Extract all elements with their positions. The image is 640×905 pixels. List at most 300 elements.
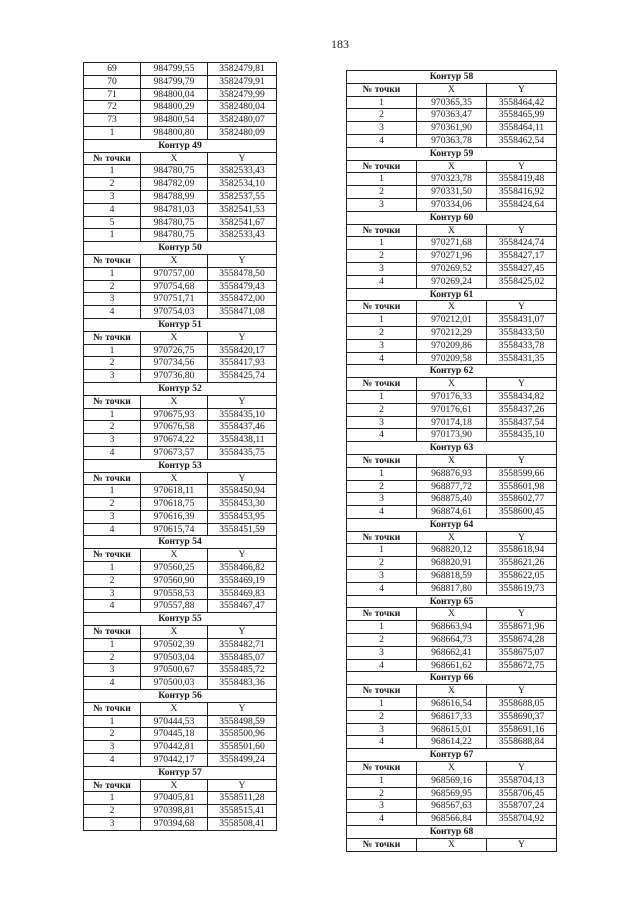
contour-title: Контур 59 (347, 147, 557, 160)
x-coordinate-cell: 970618,11 (141, 485, 208, 498)
x-coordinate-cell: 968875,40 (417, 493, 487, 506)
point-number-cell: 2 (347, 787, 417, 800)
point-number-header: № точки (347, 838, 417, 851)
point-number-cell: 2 (84, 651, 141, 664)
table-row (347, 570, 557, 583)
x-coordinate-cell: 984780,75 (141, 165, 208, 178)
contour-title-row (347, 826, 557, 839)
x-coordinate-cell: 970173,90 (417, 429, 487, 442)
point-number-cell: 4 (84, 523, 141, 536)
point-number-header: № точки (347, 224, 417, 237)
contour-title-row (84, 382, 277, 395)
contour-title: Контур 62 (347, 365, 557, 378)
y-coordinate-cell: 3558485,72 (208, 664, 277, 677)
point-number-cell: 2 (347, 557, 417, 570)
table-row (84, 203, 277, 216)
table-row (347, 173, 557, 186)
table-row (84, 562, 277, 575)
point-number-cell: 1 (347, 467, 417, 480)
x-coordinate-cell: 968876,93 (417, 467, 487, 480)
contour-title-row (347, 211, 557, 224)
point-number-header: № точки (347, 685, 417, 698)
column-header-row (84, 549, 277, 562)
contour-title: Контур 64 (347, 518, 557, 531)
point-number-cell: 1 (347, 621, 417, 634)
x-coordinate-cell: 984780,75 (141, 229, 208, 242)
table-row (347, 134, 557, 147)
x-coordinate-cell: 970557,88 (141, 600, 208, 613)
x-coordinate-cell: 970502,39 (141, 638, 208, 651)
point-number-cell: 4 (347, 813, 417, 826)
point-number-cell: 69 (84, 63, 141, 76)
contour-title-row (347, 518, 557, 531)
point-number-cell: 3 (347, 198, 417, 211)
point-number-cell: 3 (347, 493, 417, 506)
x-header: X (141, 549, 208, 562)
table-row (84, 370, 277, 383)
y-coordinate-cell: 3558424,74 (487, 237, 557, 250)
y-coordinate-cell: 3558419,48 (487, 173, 557, 186)
table-row (347, 390, 557, 403)
point-number-header: № точки (347, 378, 417, 391)
point-number-cell: 3 (84, 510, 141, 523)
y-coordinate-cell: 3558671,96 (487, 621, 557, 634)
y-header: Y (208, 549, 277, 562)
y-coordinate-cell: 3558453,30 (208, 498, 277, 511)
table-row (84, 741, 277, 754)
x-header: X (141, 702, 208, 715)
table-row (347, 557, 557, 570)
x-header: X (417, 531, 487, 544)
column-header-row (347, 454, 557, 467)
x-coordinate-cell: 970334,06 (417, 198, 487, 211)
page-number: 183 (331, 37, 349, 51)
point-number-cell: 2 (84, 574, 141, 587)
column-header-row (347, 83, 557, 96)
point-number-header: № точки (347, 454, 417, 467)
contour-title-row (347, 288, 557, 301)
y-coordinate-cell: 3558437,54 (487, 416, 557, 429)
x-coordinate-cell: 968817,80 (417, 582, 487, 595)
y-coordinate-cell: 3582480,07 (208, 114, 277, 127)
contour-title-row (84, 613, 277, 626)
x-coordinate-cell: 968664,73 (417, 634, 487, 647)
x-coordinate-cell: 968818,59 (417, 570, 487, 583)
column-header-row (347, 608, 557, 621)
x-header: X (141, 152, 208, 165)
point-number-cell: 4 (347, 429, 417, 442)
table-row (84, 754, 277, 767)
x-coordinate-cell: 970331,50 (417, 186, 487, 199)
y-coordinate-cell: 3558499,24 (208, 754, 277, 767)
x-header: X (417, 838, 487, 851)
y-coordinate-cell: 3558706,45 (487, 787, 557, 800)
y-header: Y (208, 152, 277, 165)
y-coordinate-cell: 3558425,02 (487, 275, 557, 288)
x-coordinate-cell: 968662,41 (417, 646, 487, 659)
x-header: X (141, 395, 208, 408)
table-row (347, 429, 557, 442)
table-row (84, 600, 277, 613)
point-number-cell: 4 (347, 582, 417, 595)
y-header: Y (208, 254, 277, 267)
x-coordinate-cell: 968569,16 (417, 774, 487, 787)
contour-title-row (347, 749, 557, 762)
y-header: Y (208, 331, 277, 344)
point-number-cell: 2 (347, 710, 417, 723)
point-number-cell: 3 (84, 664, 141, 677)
point-number-header: № точки (347, 160, 417, 173)
point-number-cell: 3 (347, 262, 417, 275)
point-number-cell: 4 (347, 736, 417, 749)
point-number-cell: 2 (347, 186, 417, 199)
point-number-cell: 2 (347, 403, 417, 416)
table-row (347, 774, 557, 787)
table-row (347, 262, 557, 275)
point-number-cell: 1 (84, 344, 141, 357)
x-coordinate-cell: 970365,35 (417, 96, 487, 109)
table-row (84, 485, 277, 498)
contour-title-row (84, 242, 277, 255)
y-coordinate-cell: 3582480,04 (208, 101, 277, 114)
contour-title: Контур 67 (347, 749, 557, 762)
point-number-cell: 1 (84, 485, 141, 498)
table-row (347, 813, 557, 826)
x-coordinate-cell: 970398,81 (141, 805, 208, 818)
table-row (347, 416, 557, 429)
contour-title: Контур 49 (84, 139, 277, 152)
point-number-header: № точки (84, 702, 141, 715)
table-row (347, 352, 557, 365)
contour-title-row (347, 442, 557, 455)
point-number-cell: 3 (84, 190, 141, 203)
point-number-cell: 3 (84, 741, 141, 754)
x-coordinate-cell: 970736,80 (141, 370, 208, 383)
table-row (84, 792, 277, 805)
point-number-cell: 2 (347, 250, 417, 263)
point-number-cell: 3 (347, 416, 417, 429)
x-coordinate-cell: 970323,78 (417, 173, 487, 186)
point-number-cell: 1 (347, 173, 417, 186)
y-coordinate-cell: 3558478,50 (208, 267, 277, 280)
point-number-cell: 1 (347, 544, 417, 557)
x-coordinate-cell: 984800,80 (141, 126, 208, 139)
column-header-row (84, 254, 277, 267)
table-row (84, 421, 277, 434)
table-row (84, 126, 277, 139)
y-coordinate-cell: 3558425,74 (208, 370, 277, 383)
point-number-cell: 3 (347, 800, 417, 813)
column-header-row (347, 224, 557, 237)
x-header: X (417, 762, 487, 775)
y-coordinate-cell: 3582479,91 (208, 75, 277, 88)
x-coordinate-cell: 968617,33 (417, 710, 487, 723)
x-coordinate-cell: 970269,24 (417, 275, 487, 288)
y-coordinate-cell: 3582534,10 (208, 178, 277, 191)
table-row (84, 267, 277, 280)
y-coordinate-cell: 3558466,82 (208, 562, 277, 575)
y-coordinate-cell: 3558462,54 (487, 134, 557, 147)
point-number-cell: 1 (347, 96, 417, 109)
x-header: X (417, 301, 487, 314)
contour-title-row (347, 147, 557, 160)
x-coordinate-cell: 970751,71 (141, 293, 208, 306)
point-number-cell: 1 (347, 390, 417, 403)
point-number-header: № точки (84, 626, 141, 639)
x-coordinate-cell: 970271,68 (417, 237, 487, 250)
x-coordinate-cell: 970394,68 (141, 818, 208, 831)
y-header: Y (487, 83, 557, 96)
table-row (84, 114, 277, 127)
left-table-body (84, 63, 277, 831)
y-header: Y (487, 685, 557, 698)
y-coordinate-cell: 3558427,17 (487, 250, 557, 263)
table-row (84, 664, 277, 677)
x-coordinate-cell: 970363,47 (417, 109, 487, 122)
contour-title: Контур 55 (84, 613, 277, 626)
column-header-row (84, 472, 277, 485)
point-number-cell: 4 (347, 506, 417, 519)
y-header: Y (208, 626, 277, 639)
point-number-cell: 3 (84, 434, 141, 447)
x-coordinate-cell: 970500,67 (141, 664, 208, 677)
contour-title: Контур 58 (347, 71, 557, 84)
x-coordinate-cell: 970442,81 (141, 741, 208, 754)
table-row (84, 344, 277, 357)
table-row (347, 237, 557, 250)
x-coordinate-cell: 970673,57 (141, 446, 208, 459)
table-row (347, 198, 557, 211)
x-coordinate-cell: 970558,53 (141, 587, 208, 600)
y-coordinate-cell: 3558500,96 (208, 728, 277, 741)
y-coordinate-cell: 3558469,83 (208, 587, 277, 600)
contour-title: Контур 57 (84, 766, 277, 779)
y-header: Y (208, 395, 277, 408)
contour-title-row (347, 672, 557, 685)
x-coordinate-cell: 970174,18 (417, 416, 487, 429)
x-coordinate-cell: 970757,00 (141, 267, 208, 280)
x-coordinate-cell: 968661,62 (417, 659, 487, 672)
table-row (347, 646, 557, 659)
table-row (347, 800, 557, 813)
point-number-cell: 1 (347, 698, 417, 711)
y-coordinate-cell: 3558433,50 (487, 326, 557, 339)
x-coordinate-cell: 968615,01 (417, 723, 487, 736)
point-number-cell: 2 (84, 805, 141, 818)
point-number-cell: 4 (84, 306, 141, 319)
column-header-row (84, 779, 277, 792)
y-coordinate-cell: 3558472,00 (208, 293, 277, 306)
point-number-cell: 1 (347, 237, 417, 250)
y-coordinate-cell: 3558433,78 (487, 339, 557, 352)
point-number-cell: 2 (84, 357, 141, 370)
y-coordinate-cell: 3558688,84 (487, 736, 557, 749)
x-coordinate-cell: 970176,33 (417, 390, 487, 403)
point-number-cell: 4 (347, 134, 417, 147)
contour-title: Контур 53 (84, 459, 277, 472)
y-coordinate-cell: 3558622,05 (487, 570, 557, 583)
y-coordinate-cell: 3558704,92 (487, 813, 557, 826)
contour-title-row (84, 139, 277, 152)
x-coordinate-cell: 970209,86 (417, 339, 487, 352)
point-number-cell: 3 (84, 818, 141, 831)
y-header: Y (487, 378, 557, 391)
table-row (347, 275, 557, 288)
y-coordinate-cell: 3582479,99 (208, 88, 277, 101)
contour-title-row (84, 766, 277, 779)
x-coordinate-cell: 970361,90 (417, 122, 487, 135)
table-row (347, 96, 557, 109)
x-coordinate-cell: 970675,93 (141, 408, 208, 421)
x-coordinate-cell: 984780,75 (141, 216, 208, 229)
point-number-cell: 1 (84, 638, 141, 651)
table-row (347, 326, 557, 339)
contour-title-row (84, 318, 277, 331)
table-row (347, 403, 557, 416)
x-header: X (417, 160, 487, 173)
y-coordinate-cell: 3558438,11 (208, 434, 277, 447)
x-coordinate-cell: 970734,56 (141, 357, 208, 370)
column-header-row (84, 395, 277, 408)
y-coordinate-cell: 3558618,94 (487, 544, 557, 557)
contour-title: Контур 63 (347, 442, 557, 455)
table-row (84, 805, 277, 818)
y-coordinate-cell: 3558451,59 (208, 523, 277, 536)
y-coordinate-cell: 3558437,46 (208, 421, 277, 434)
table-row (84, 306, 277, 319)
y-coordinate-cell: 3558424,64 (487, 198, 557, 211)
table-row (347, 467, 557, 480)
column-header-row (347, 762, 557, 775)
column-header-row (347, 685, 557, 698)
contour-title-row (347, 595, 557, 608)
point-number-header: № точки (347, 301, 417, 314)
point-number-cell: 5 (84, 216, 141, 229)
point-number-cell: 3 (84, 587, 141, 600)
contour-title-row (84, 459, 277, 472)
table-row (84, 190, 277, 203)
contour-title: Контур 56 (84, 690, 277, 703)
x-coordinate-cell: 970615,74 (141, 523, 208, 536)
table-row (84, 434, 277, 447)
table-row (84, 638, 277, 651)
y-coordinate-cell: 3558483,36 (208, 677, 277, 690)
x-coordinate-cell: 970212,29 (417, 326, 487, 339)
table-row (347, 582, 557, 595)
x-coordinate-cell: 970405,81 (141, 792, 208, 805)
x-coordinate-cell: 970618,75 (141, 498, 208, 511)
x-coordinate-cell: 968874,61 (417, 506, 487, 519)
column-header-row (84, 331, 277, 344)
y-coordinate-cell: 3558465,99 (487, 109, 557, 122)
x-coordinate-cell: 984788,99 (141, 190, 208, 203)
x-coordinate-cell: 968663,94 (417, 621, 487, 634)
point-number-header: № точки (84, 254, 141, 267)
point-number-header: № точки (84, 779, 141, 792)
y-coordinate-cell: 3558482,71 (208, 638, 277, 651)
table-row (84, 677, 277, 690)
contour-title: Контур 65 (347, 595, 557, 608)
y-coordinate-cell: 3558416,92 (487, 186, 557, 199)
contour-title: Контур 68 (347, 826, 557, 839)
point-number-header: № точки (347, 531, 417, 544)
table-row (84, 408, 277, 421)
x-coordinate-cell: 984800,04 (141, 88, 208, 101)
table-row (347, 339, 557, 352)
point-number-cell: 3 (347, 723, 417, 736)
right-coordinate-table (346, 70, 557, 852)
point-number-cell: 2 (84, 498, 141, 511)
y-coordinate-cell: 3558707,24 (487, 800, 557, 813)
y-header: Y (208, 779, 277, 792)
column-header-row (347, 301, 557, 314)
point-number-cell: 3 (347, 339, 417, 352)
point-number-cell: 1 (84, 715, 141, 728)
table-row (84, 165, 277, 178)
table-row (347, 480, 557, 493)
table-row (84, 178, 277, 191)
y-coordinate-cell: 3558688,05 (487, 698, 557, 711)
table-row (84, 101, 277, 114)
y-coordinate-cell: 3558420,17 (208, 344, 277, 357)
point-number-cell: 4 (347, 352, 417, 365)
y-coordinate-cell: 3558434,82 (487, 390, 557, 403)
point-number-cell: 71 (84, 88, 141, 101)
column-header-row (347, 838, 557, 851)
contour-title-row (347, 365, 557, 378)
table-row (347, 544, 557, 557)
x-coordinate-cell: 970444,53 (141, 715, 208, 728)
table-row (84, 229, 277, 242)
y-header: Y (487, 531, 557, 544)
table-row (347, 250, 557, 263)
y-coordinate-cell: 3558600,45 (487, 506, 557, 519)
point-number-cell: 3 (347, 570, 417, 583)
point-number-cell: 2 (347, 634, 417, 647)
x-coordinate-cell: 970269,52 (417, 262, 487, 275)
x-coordinate-cell: 984800,29 (141, 101, 208, 114)
y-coordinate-cell: 3582533,43 (208, 165, 277, 178)
x-coordinate-cell: 970560,25 (141, 562, 208, 575)
x-coordinate-cell: 970726,75 (141, 344, 208, 357)
point-number-cell: 70 (84, 75, 141, 88)
point-number-cell: 2 (347, 109, 417, 122)
x-coordinate-cell: 970560,90 (141, 574, 208, 587)
y-coordinate-cell: 3558602,77 (487, 493, 557, 506)
point-number-cell: 3 (347, 646, 417, 659)
point-number-header: № точки (347, 608, 417, 621)
x-coordinate-cell: 968820,91 (417, 557, 487, 570)
point-number-cell: 1 (84, 229, 141, 242)
table-row (84, 75, 277, 88)
y-coordinate-cell: 3558453,95 (208, 510, 277, 523)
y-header: Y (487, 608, 557, 621)
point-number-cell: 1 (84, 267, 141, 280)
x-header: X (417, 454, 487, 467)
y-coordinate-cell: 3558675,07 (487, 646, 557, 659)
table-row (84, 88, 277, 101)
x-header: X (417, 378, 487, 391)
table-row (84, 587, 277, 600)
table-row (347, 122, 557, 135)
contour-title: Контур 60 (347, 211, 557, 224)
y-coordinate-cell: 3558690,37 (487, 710, 557, 723)
x-coordinate-cell: 984782,09 (141, 178, 208, 191)
point-number-cell: 2 (347, 480, 417, 493)
table-row (347, 506, 557, 519)
table-row (84, 63, 277, 76)
table-row (84, 818, 277, 831)
